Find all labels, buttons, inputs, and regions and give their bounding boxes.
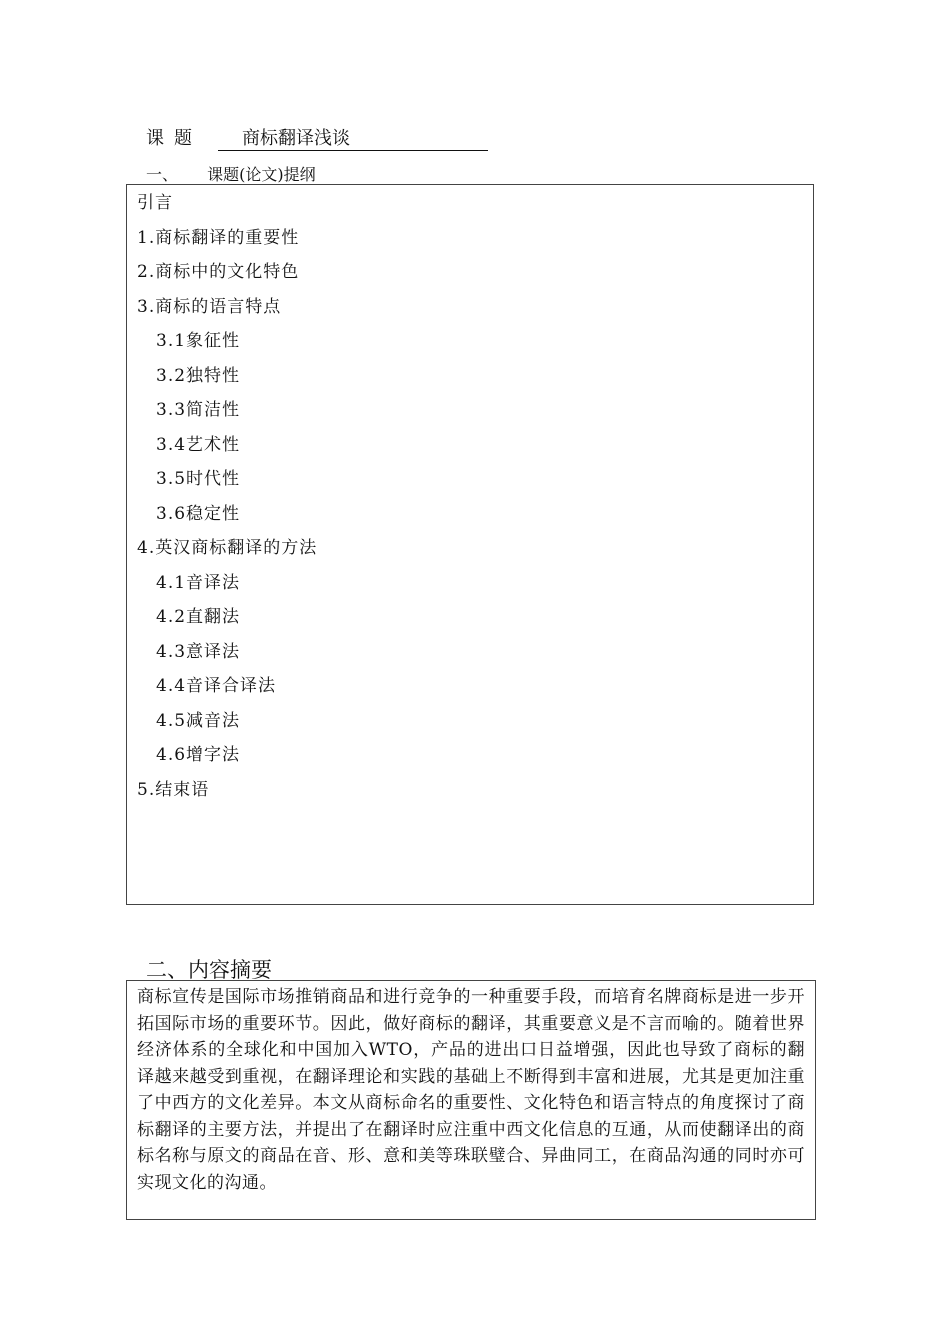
topic-title: 商标翻译浅谈 <box>218 124 488 151</box>
outline-item: 3.1象征性 <box>156 331 241 351</box>
outline-heading <box>146 162 316 185</box>
outline-item: 4.2直翻法 <box>156 607 241 627</box>
outline-item: 3.3简洁性 <box>156 400 241 420</box>
outline-heading-number: 一、 <box>146 165 179 184</box>
outline-item: 引言 <box>137 193 173 213</box>
outline-item: 3.4艺术性 <box>156 434 241 455</box>
abstract-text: 商标宣传是国际市场推销商品和进行竞争的一种重要手段，而培育名牌商标是进一步开拓国际市场的重要环节。因此，做好商标的翻译，其重要意义是不言而喻的。随着世界经济体系的全球化和中国加入WTO，产品的进出口日益增强，因此也导致了商标的翻译越来越受到重视，在翻译理论和实践的基础上不断得到丰富和进展，尤其是更加注重了中西方的文化差异。本文从商标命名的重要性、文化特色和语言特点的角度探讨了商标翻译的主要方法，并提出了在翻译时应注重中西文化信息的互通，从而使翻译出的商标名称与原文的商品在音、形、意和美等珠联璧合、异曲同工，在商品沟通的同时亦可实现文化的沟通。 <box>137 987 805 1193</box>
outline-item: 4.4音译合译法 <box>156 676 277 696</box>
outline-heading-title: 课题(论文)提纲 <box>207 165 316 184</box>
outline-item: 4.1音译法 <box>156 572 241 593</box>
abstract-heading: 二、内容摘要 <box>146 958 272 982</box>
outline-item: 4.5减音法 <box>156 710 241 731</box>
topic-row <box>146 124 350 150</box>
outline-item: 1.商标翻译的重要性 <box>137 227 300 248</box>
outline-box <box>126 184 814 905</box>
topic-label: 课题 <box>146 128 202 149</box>
outline-item: 3.商标的语言特点 <box>137 296 282 317</box>
outline-item: 3.2独特性 <box>156 365 241 386</box>
outline-item: 4.3意译法 <box>156 641 241 662</box>
abstract-box <box>126 980 816 1220</box>
outline-list <box>127 185 813 810</box>
outline-item: 5.结束语 <box>137 779 210 800</box>
outline-item: 3.5时代性 <box>156 469 241 489</box>
outline-item: 3.6稳定性 <box>156 503 241 524</box>
outline-item: 2.商标中的文化特色 <box>137 262 300 282</box>
outline-item: 4.英汉商标翻译的方法 <box>137 538 318 558</box>
outline-item: 4.6增字法 <box>156 745 241 765</box>
